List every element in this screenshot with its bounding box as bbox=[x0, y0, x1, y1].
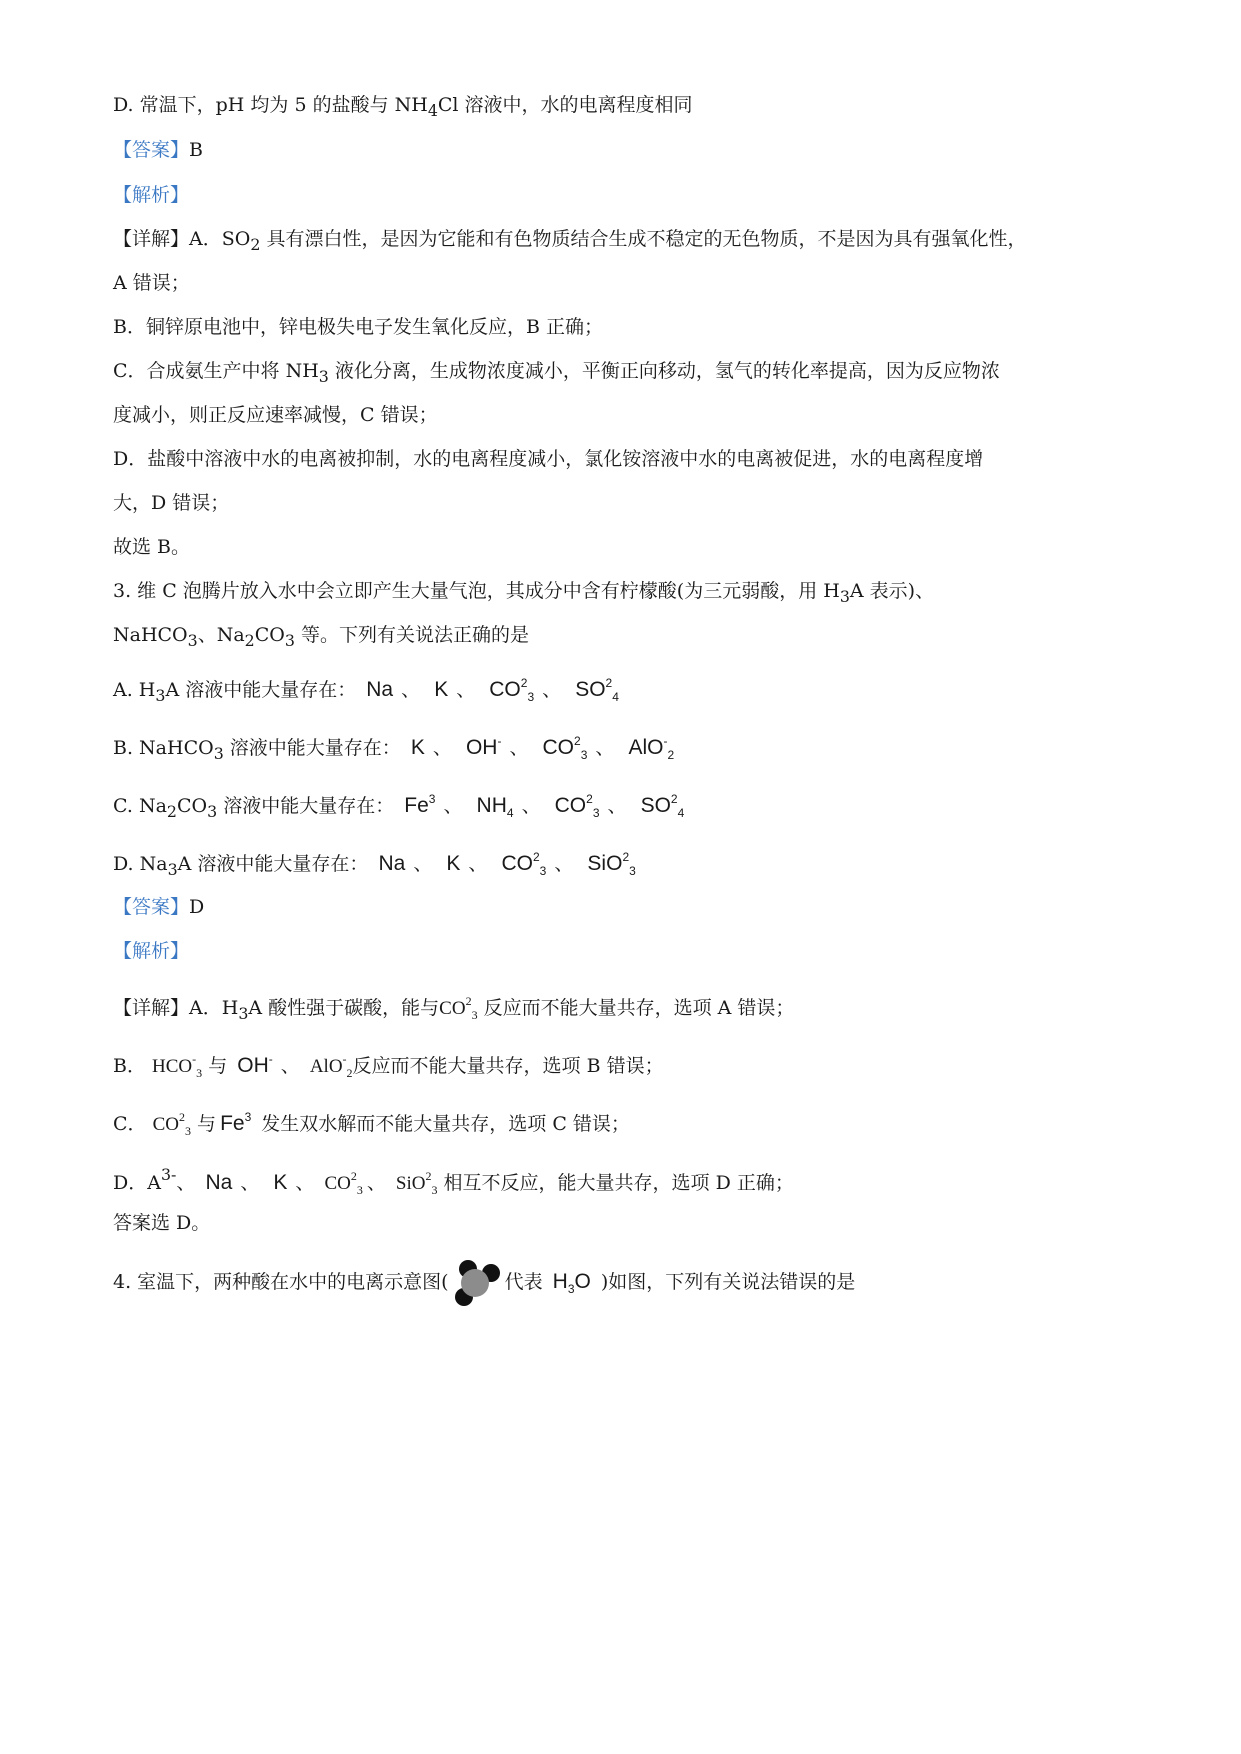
ion-na: Na bbox=[366, 678, 394, 701]
detail-tag: 【详解】 bbox=[113, 997, 190, 1019]
ion-sulfate: $SO^2_4$ bbox=[640, 792, 685, 820]
answer-tag: 【答案】 bbox=[113, 896, 190, 918]
ion-sulfate: $SO^2_4$ bbox=[575, 676, 619, 704]
answer-value: D bbox=[189, 896, 205, 918]
ion-aluminate: AlO-$_2$ bbox=[628, 734, 675, 762]
option-d-line: D. 常温下，pH 均为 5 的盐酸与 $NH_4Cl$ 溶液中，水的电离程度相同 bbox=[113, 94, 693, 120]
detail-line: C． $CO^2_3$ 与 Fe$^3$ 发生双水解而不能大量共存，选项 C 错误； bbox=[113, 1102, 630, 1146]
detail-line: 【详解】A．$SO_2$ 具有漂白性，是因为它能和有色物质结合生成不稳定的无色物质，不是因为具有强氧化性， bbox=[113, 228, 1027, 254]
text-line: B．铜锌原电池中，锌电极失电子发生氧化反应，B 正确； bbox=[113, 316, 603, 338]
option-c: C. $Na_2CO_3$ 溶液中能大量存在： Fe$^3$ 、 $NH_4$ 、 $CO^2_3$ 、 $SO^2_4$ bbox=[113, 784, 688, 828]
answer-value: B bbox=[189, 139, 203, 161]
ion-k: K bbox=[273, 1171, 288, 1194]
ion-carbonate: $CO^2_3$ bbox=[501, 850, 547, 878]
question-3-stem-cont: NaHCO$_3$、$Na_2CO_3$ 等。下列有关说法正确的是 bbox=[113, 624, 529, 650]
ion-k: K bbox=[434, 678, 449, 701]
text-line: 故选 B。 bbox=[113, 536, 191, 558]
ion-iron: Fe$^3$ bbox=[404, 792, 436, 817]
ion-carbonate: $CO^2_3$ bbox=[324, 1169, 363, 1197]
ion-carbonate: $CO^2_3$ bbox=[152, 1110, 191, 1138]
hydronium-formula: $H_3O$ bbox=[552, 1270, 591, 1296]
answer-tag: 【答案】 bbox=[113, 139, 190, 161]
analysis-tag: 【解析】 bbox=[113, 184, 190, 206]
ion-carbonate: $CO^2_3$ bbox=[489, 676, 535, 704]
ion-iron: Fe$^3$ bbox=[220, 1110, 252, 1135]
ion-k: K bbox=[446, 852, 461, 875]
question-4-stem: 4. 室温下，两种酸在水中的电离示意图( 代表 $H_3O$ )如图，下列有关说法错误的是 bbox=[113, 1256, 855, 1315]
text-line: 答案选 D。 bbox=[113, 1212, 211, 1234]
option-d: D. $Na_3A$ 溶液中能大量存在： Na 、 K 、 $CO^2_3$ 、 SiO$^2_3$ bbox=[113, 842, 640, 886]
detail-line: D．$A^{3-}$、 Na 、 K 、 $CO^2_3$ 、 SiO$^2_3$ 相互不反应，能大量共存，选项 D 正确； bbox=[113, 1165, 794, 1197]
ion-na: Na bbox=[205, 1171, 233, 1194]
text-line: 大，D 错误； bbox=[113, 492, 230, 514]
option-a: A. $H_3A$ 溶液中能大量存在： Na 、 K 、 $CO^2_3$ 、 $SO^2_4$ bbox=[113, 668, 623, 712]
ion-carbonate: $CO^2_3$ bbox=[439, 994, 478, 1022]
analysis-line bbox=[113, 936, 189, 966]
answer-line bbox=[113, 892, 204, 922]
detail-line: B． $HCO^-_3$ 与 OH- 、 AlO-$_2$反应而不能大量共存，选项 B 错误； bbox=[113, 1044, 664, 1088]
detail-line: 【详解】A．$H_3A$ 酸性强于碳酸，能与$CO^2_3$ 反应而不能大量共存，选项 A 错误； bbox=[113, 994, 795, 1023]
ion-carbonate: $CO^2_3$ bbox=[542, 734, 588, 762]
ion-bicarbonate: $HCO^-_3$ bbox=[152, 1052, 203, 1080]
text-line: A 错误； bbox=[113, 272, 190, 294]
ion-silicate: SiO$^2_3$ bbox=[395, 1169, 438, 1197]
text-line: D．盐酸中溶液中水的电离被抑制，水的电离程度减小，氯化铵溶液中水的电离被促进，水的电离程度增 bbox=[113, 448, 984, 470]
ion-ammonium: $NH_4$ bbox=[476, 794, 514, 820]
question-3-stem: 3. 维 C 泡腾片放入水中会立即产生大量气泡，其成分中含有柠檬酸(为三元弱酸，用 $H_3A$ 表示)、 bbox=[113, 580, 935, 606]
ion-k: K bbox=[410, 736, 425, 759]
analysis-line bbox=[113, 180, 189, 210]
text-line: 度减小，则正反应速率减慢，C 错误； bbox=[113, 404, 438, 426]
text-line: C．合成氨生产中将 $NH_3$ 液化分离，生成物浓度减小，平衡正向移动，氢气的转化率提高，因为反应物浓 bbox=[113, 360, 1000, 386]
detail-tag: 【详解】 bbox=[113, 228, 190, 250]
ion-silicate: SiO$^2_3$ bbox=[587, 850, 636, 878]
ion-hydroxide: OH- bbox=[465, 734, 502, 759]
ion-na: Na bbox=[378, 852, 406, 875]
ion-aluminate: AlO-$_2$ bbox=[309, 1052, 353, 1080]
analysis-tag: 【解析】 bbox=[113, 940, 190, 962]
h3o-molecule-icon bbox=[451, 1257, 503, 1309]
answer-line bbox=[113, 135, 203, 165]
option-b: B. NaHCO$_3$ 溶液中能大量存在： K 、 OH- 、 $CO^2_3$ 、 AlO-$_2$ bbox=[113, 726, 678, 770]
ion-carbonate: $CO^2_3$ bbox=[554, 792, 600, 820]
ion-hydroxide: OH- bbox=[237, 1052, 273, 1077]
